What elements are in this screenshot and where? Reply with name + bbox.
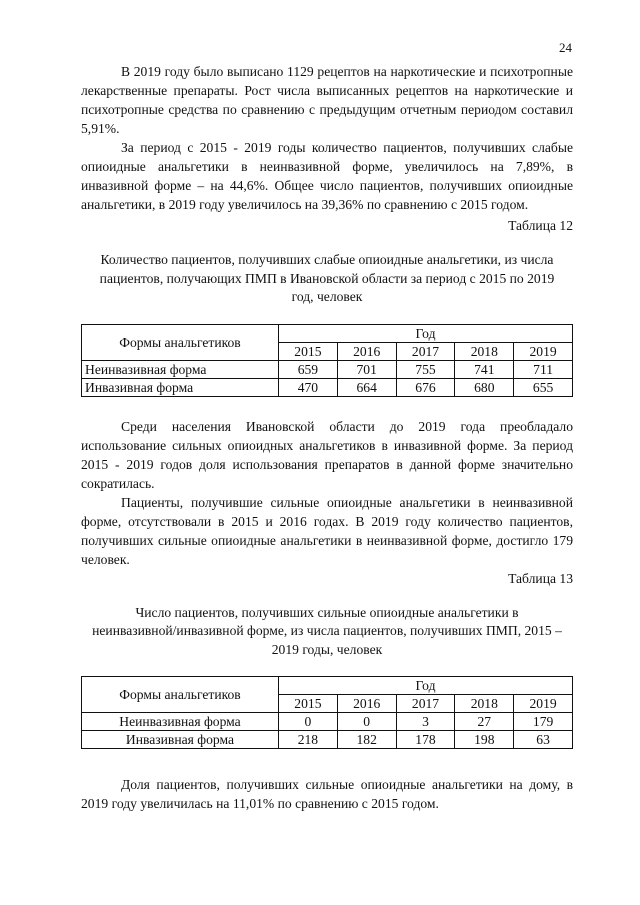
table-year-cell: 2017 (396, 695, 455, 713)
table-year-cell: 2017 (396, 342, 455, 360)
table-cell: 3 (396, 713, 455, 731)
row-label: Неинвазивная форма (82, 360, 279, 378)
table-cell: 63 (514, 731, 573, 749)
table-header-year: Год (279, 677, 573, 695)
row-label: Неинвазивная форма (82, 713, 279, 731)
table-cell: 0 (337, 713, 396, 731)
table-row (82, 713, 573, 731)
row-label: Инвазивная форма (82, 378, 279, 396)
paragraph-home-patients: Доля пациентов, получивших сильные опиоидные анальгетики на дому, в 2019 году увеличилась на 11,01% по сравнению с 2015 годом. (81, 777, 573, 811)
table-cell: 178 (396, 731, 455, 749)
table-row (82, 731, 573, 749)
table-cell: 741 (455, 360, 514, 378)
table-year-cell: 2019 (514, 695, 573, 713)
table-cell: 179 (514, 713, 573, 731)
table-header-forms: Формы анальгетиков (82, 324, 279, 360)
table-header-forms: Формы анальгетиков (82, 677, 279, 713)
table-year-cell: 2016 (337, 342, 396, 360)
paragraph-prescriptions: В 2019 году было выписано 1129 рецептов на наркотические и психотропные лекарственные препараты. Рост числа выписанных рецептов на наркотические и психотропные средства по сравнению с предыдущим отчетным периодом составил 5,91%. (81, 64, 573, 136)
table-cell: 680 (455, 378, 514, 396)
table-row (82, 360, 573, 378)
paragraph-strong-opioids-invasive: Среди населения Ивановской области до 2019 года преобладало использование сильных опиоидных анальгетиков в инвазивной форме. За период 2015 - 2019 годов доля использования препаратов в данной форме значительно сократилась. (81, 418, 573, 491)
table-header-year: Год (279, 324, 573, 342)
table-cell: 701 (337, 360, 396, 378)
table-cell: 755 (396, 360, 455, 378)
table-year-cell: 2019 (514, 342, 573, 360)
table-13 (81, 676, 573, 749)
table-12 (81, 324, 573, 397)
table-row (82, 378, 573, 396)
table-year-cell: 2018 (455, 695, 514, 713)
table-year-cell: 2015 (279, 342, 338, 360)
table-cell: 711 (514, 360, 573, 378)
table-12-caption: Количество пациентов, получивших слабые опиоидные анальгетики, из числа пациентов, получающих ПМП в Ивановской области за период с 2015 по 2019 год, человек (99, 252, 555, 304)
table-cell: 664 (337, 378, 396, 396)
table-year-cell: 2015 (279, 695, 338, 713)
table-13-label: Таблица 13 (508, 570, 573, 586)
table-header-row (82, 324, 573, 342)
table-year-cell: 2018 (455, 342, 514, 360)
table-12-label: Таблица 12 (508, 218, 573, 233)
row-label: Инвазивная форма (82, 731, 279, 749)
table-header-row (82, 677, 573, 695)
page-content (81, 62, 573, 813)
table-13-caption: Число пациентов, получивших сильные опиоидные анальгетики в неинвазивной/инвазивной форме, из числа пациентов, получивших ПМП, 2015 – 2019 годы, человек (92, 604, 562, 657)
paragraph-weak-opioids: За период с 2015 - 2019 годы количество пациентов, получивших слабые опиоидные анальгетики в неинвазивной форме, увеличилось на 7,89%, в инвазивной форме – на 44,6%. Общее число пациентов, получивших опиоидные анальгетики, в 2019 году увеличилось на 39,36% по сравнению с 2015 годом. (81, 140, 573, 212)
table-cell: 659 (279, 360, 338, 378)
table-cell: 470 (279, 378, 338, 396)
table-cell: 218 (279, 731, 338, 749)
paragraph-strong-opioids-noninvasive: Пациенты, получившие сильные опиоидные анальгетики в неинвазивной форме, отсутствовали в 2015 и 2016 годах. В 2019 году количество пациентов, получивших сильные опиоидные анальгетики в неинвазивной форме, достигло 179 человек. (81, 494, 573, 567)
table-cell: 676 (396, 378, 455, 396)
page-number: 24 (559, 40, 572, 55)
table-cell: 182 (337, 731, 396, 749)
table-cell: 655 (514, 378, 573, 396)
table-cell: 27 (455, 713, 514, 731)
table-cell: 0 (279, 713, 338, 731)
table-year-cell: 2016 (337, 695, 396, 713)
table-cell: 198 (455, 731, 514, 749)
